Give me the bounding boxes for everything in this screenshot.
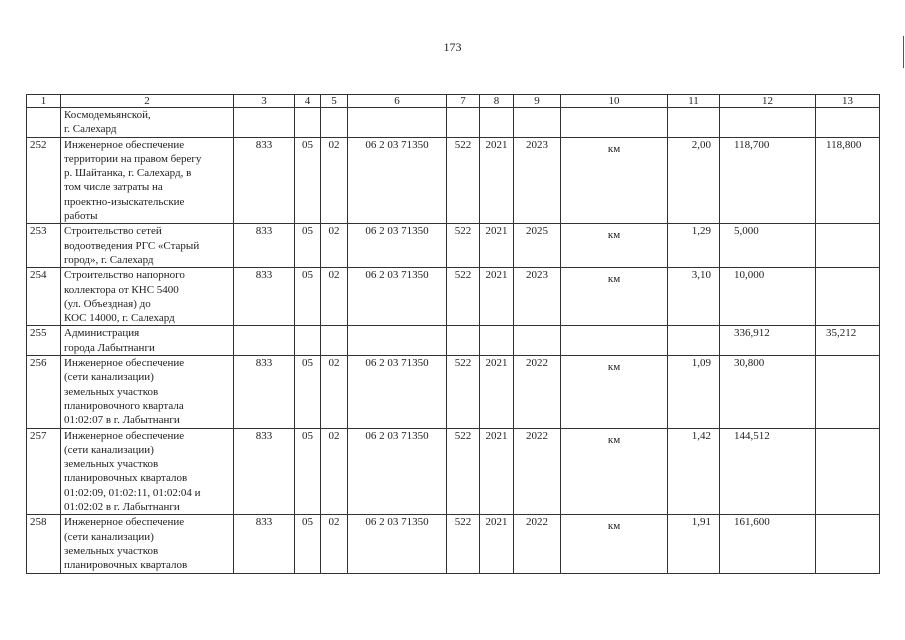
object-name: Строительство напорного коллектора от КНС 5400 (ул. Объездная) до КОС 14000, г. Салехард — [61, 268, 234, 326]
unit: км — [561, 224, 668, 268]
code-ministry: 833 — [234, 515, 295, 573]
amount-col-13 — [816, 428, 880, 515]
header-cell: 11 — [668, 95, 720, 108]
header-cell: 9 — [514, 95, 561, 108]
code-subsection — [321, 326, 348, 356]
object-name: Инженерное обеспечение (сети канализации) земельных участков планировочных кварталов — [61, 515, 234, 573]
header-cell: 13 — [816, 95, 880, 108]
row-number: 255 — [27, 326, 61, 356]
amount-col-13 — [816, 515, 880, 573]
object-name: Космодемьянской, г. Салехард — [61, 108, 234, 138]
code-ministry: 833 — [234, 224, 295, 268]
code-target — [348, 108, 447, 138]
amount-col-12 — [720, 108, 816, 138]
amount-col-12: 144,512 — [720, 428, 816, 515]
table-row — [27, 356, 880, 428]
code-subsection: 02 — [321, 137, 348, 224]
year-end: 2022 — [514, 356, 561, 428]
row-number: 256 — [27, 356, 61, 428]
unit: км — [561, 268, 668, 326]
code-target: 06 2 03 71350 — [348, 515, 447, 573]
capacity: 1,42 — [668, 428, 720, 515]
amount-col-12: 161,600 — [720, 515, 816, 573]
unit: км — [561, 137, 668, 224]
page-edge-mark — [903, 36, 904, 68]
amount-col-13: 35,212 — [816, 326, 880, 356]
year-start — [480, 326, 514, 356]
amount-col-12: 118,700 — [720, 137, 816, 224]
unit: км — [561, 428, 668, 515]
capacity: 3,10 — [668, 268, 720, 326]
code-ministry: 833 — [234, 428, 295, 515]
code-section: 05 — [295, 224, 321, 268]
code-ministry — [234, 108, 295, 138]
amount-col-13: 118,800 — [816, 137, 880, 224]
code-expense-type: 522 — [447, 515, 480, 573]
amount-col-13 — [816, 268, 880, 326]
row-number: 252 — [27, 137, 61, 224]
code-expense-type: 522 — [447, 356, 480, 428]
capacity — [668, 326, 720, 356]
code-section: 05 — [295, 268, 321, 326]
code-target: 06 2 03 71350 — [348, 224, 447, 268]
object-name: Строительство сетей водоотведения РГС «Старый город», г. Салехард — [61, 224, 234, 268]
table-row — [27, 268, 880, 326]
year-end: 2025 — [514, 224, 561, 268]
year-start: 2021 — [480, 268, 514, 326]
code-expense-type: 522 — [447, 428, 480, 515]
code-subsection: 02 — [321, 428, 348, 515]
code-ministry: 833 — [234, 356, 295, 428]
table-row — [27, 137, 880, 224]
header-cell: 12 — [720, 95, 816, 108]
code-subsection — [321, 108, 348, 138]
code-expense-type — [447, 326, 480, 356]
amount-col-12: 10,000 — [720, 268, 816, 326]
code-subsection: 02 — [321, 356, 348, 428]
year-start: 2021 — [480, 428, 514, 515]
code-target: 06 2 03 71350 — [348, 137, 447, 224]
object-name: Администрация города Лабытнанги — [61, 326, 234, 356]
amount-col-12: 30,800 — [720, 356, 816, 428]
header-cell: 5 — [321, 95, 348, 108]
object-name: Инженерное обеспечение (сети канализации) земельных участков планировочных кварталов 01:02:09, 01:02:11, 01:02:04 и 01:02:02 в г. Лабытнанги — [61, 428, 234, 515]
unit — [561, 326, 668, 356]
year-end: 2022 — [514, 428, 561, 515]
capacity: 1,09 — [668, 356, 720, 428]
code-section — [295, 108, 321, 138]
amount-col-13 — [816, 108, 880, 138]
amount-col-13 — [816, 224, 880, 268]
capacity: 1,91 — [668, 515, 720, 573]
header-cell: 3 — [234, 95, 295, 108]
table-row — [27, 326, 880, 356]
code-section: 05 — [295, 515, 321, 573]
row-number: 254 — [27, 268, 61, 326]
capacity: 2,00 — [668, 137, 720, 224]
code-ministry — [234, 326, 295, 356]
code-ministry: 833 — [234, 268, 295, 326]
year-start: 2021 — [480, 356, 514, 428]
code-ministry: 833 — [234, 137, 295, 224]
year-start: 2021 — [480, 224, 514, 268]
code-expense-type: 522 — [447, 224, 480, 268]
unit — [561, 108, 668, 138]
capacity: 1,29 — [668, 224, 720, 268]
code-section — [295, 326, 321, 356]
amount-col-13 — [816, 356, 880, 428]
year-start — [480, 108, 514, 138]
code-subsection: 02 — [321, 224, 348, 268]
budget-table — [26, 94, 880, 574]
table-row — [27, 428, 880, 515]
header-cell: 6 — [348, 95, 447, 108]
amount-col-12: 5,000 — [720, 224, 816, 268]
year-start: 2021 — [480, 137, 514, 224]
table-row — [27, 224, 880, 268]
row-number: 258 — [27, 515, 61, 573]
header-cell: 10 — [561, 95, 668, 108]
code-target: 06 2 03 71350 — [348, 268, 447, 326]
code-target: 06 2 03 71350 — [348, 428, 447, 515]
object-name: Инженерное обеспечение (сети канализации) земельных участков планировочного квартала 01:02:07 в г. Лабытнанги — [61, 356, 234, 428]
table-row — [27, 108, 880, 138]
code-target — [348, 326, 447, 356]
row-number: 257 — [27, 428, 61, 515]
unit: км — [561, 356, 668, 428]
year-end: 2023 — [514, 137, 561, 224]
amount-col-12: 336,912 — [720, 326, 816, 356]
header-cell: 1 — [27, 95, 61, 108]
row-number: 253 — [27, 224, 61, 268]
code-subsection: 02 — [321, 268, 348, 326]
unit: км — [561, 515, 668, 573]
header-cell: 4 — [295, 95, 321, 108]
code-subsection: 02 — [321, 515, 348, 573]
header-cell: 7 — [447, 95, 480, 108]
header-cell: 2 — [61, 95, 234, 108]
object-name: Инженерное обеспечение территории на правом берегу р. Шайтанка, г. Салехард, в том числе затраты на проектно-изыскательские работы — [61, 137, 234, 224]
table-row — [27, 515, 880, 573]
year-end: 2023 — [514, 268, 561, 326]
header-cell: 8 — [480, 95, 514, 108]
page-number: 173 — [443, 40, 462, 54]
code-section: 05 — [295, 428, 321, 515]
year-end — [514, 108, 561, 138]
year-start: 2021 — [480, 515, 514, 573]
row-number — [27, 108, 61, 138]
code-target: 06 2 03 71350 — [348, 356, 447, 428]
capacity — [668, 108, 720, 138]
header-row — [27, 95, 880, 108]
code-section: 05 — [295, 137, 321, 224]
code-expense-type: 522 — [447, 137, 480, 224]
code-section: 05 — [295, 356, 321, 428]
code-expense-type — [447, 108, 480, 138]
code-expense-type: 522 — [447, 268, 480, 326]
year-end — [514, 326, 561, 356]
year-end: 2022 — [514, 515, 561, 573]
